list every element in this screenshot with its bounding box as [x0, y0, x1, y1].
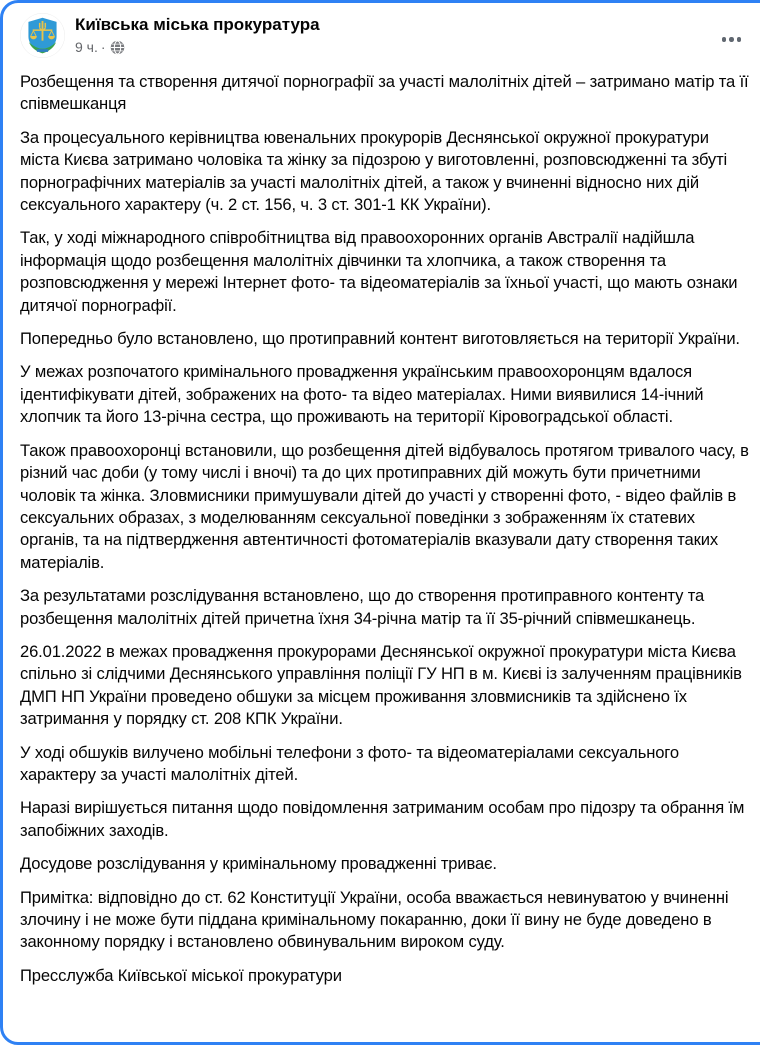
dot-icon [729, 37, 734, 42]
post-paragraph: У ході обшуків вилучено мобільні телефони з фото- та відеоматеріалами сексуального характеру за участі малолітніх дітей. [20, 742, 684, 784]
page-avatar[interactable] [20, 13, 65, 58]
post-body [20, 71, 754, 987]
post-paragraph: Примітка: відповідно до ст. 62 Конституції України, особа вважається невинуватою у вчиненні злочину і не може бути піддана кримінальному покаранню, доки її вину не буде доведено в законному порядку і встановлено обвинувальним вироком суду. [20, 887, 733, 952]
post-paragraph: У межах розпочатого кримінального провадження українським правоохоронцям вдалося ідентифікувати дітей, зображених на фото- та відео матеріалах. Ними виявилися 14-ічний хлопчик та його 13-річна сестра, що проживають на території Кіровоградської області. [20, 362, 708, 427]
post-options-button[interactable] [718, 33, 746, 46]
post-paragraph: За процесуального керівництва ювенальних прокурорів Деснянської окружної прокуратури міста Києва затримано чоловіка та жінку за підозрою у виготовленні, розповсюдженні та збуті порнографічних матеріалів за участі малолітніх дітей, а також у вчиненні відносно них дій сексуального характеру (ч. 2 ст. 156, ч. 3 ст. 301-1 КК України). [20, 127, 732, 215]
timestamp[interactable]: 9 ч. [75, 39, 98, 55]
post-header [20, 13, 751, 58]
dot-icon [737, 37, 742, 42]
post-paragraph: Наразі вирішується питання щодо повідомлення затриманим особам про підозру та обрання їм запобіжних заходів. [20, 798, 749, 840]
post-paragraph: Попередньо було встановлено, що протиправний контент виготовляється на території України. [20, 329, 740, 349]
post-header-meta [75, 13, 320, 55]
post-paragraph: Також правоохоронці встановили, що розбещення дітей відбувалось протягом тривалого часу, в різний час доби (у тому числі і вночі) та до цих протиправних дій можуть бути причетними чоловік та жінка. Зловмисники примушували дітей до участі у створенні фото, - відео файлів в сексуальних образах, з моделюванням сексуальної поведінки з зображенням їх статевих органів, та на підтвердження автентичності фотоматеріалів вказували дату створення таких матеріалів. [20, 440, 754, 572]
post-meta-row [75, 39, 320, 55]
prosecutor-emblem-icon [20, 13, 65, 58]
post-card-inner [3, 3, 754, 987]
globe-icon [110, 40, 125, 55]
post-paragraph: Пресслужба Київської міської прокуратури [20, 965, 342, 985]
meta-separator: · [100, 39, 106, 55]
page-name[interactable]: Київська міська прокуратура [75, 15, 320, 34]
post-paragraph: За результатами розслідування встановлено, що до створення протиправного контенту та розбещення малолітніх дітей причетна їхня 34-річна матір та її 35-річний співмешканець. [20, 586, 709, 628]
post-paragraph: Розбещення та створення дитячої порнографії за участі малолітніх дітей – затримано матір та її співмешканця [20, 72, 753, 114]
post-paragraph: Досудове розслідування у кримінальному провадженні триває. [20, 854, 497, 874]
post-paragraph: 26.01.2022 в межах провадження прокурорами Деснянської окружної прокуратури міста Києва спільно зі слідчими Деснянського управління поліції ГУ НП в м. Києві із залученням працівників ДМП НП України проведено обшуки за місцем проживання зловмисників та здійснено їх затримання у порядку ст. 208 КПК України. [20, 641, 747, 729]
dot-icon [722, 37, 727, 42]
post-paragraph: Так, у ході міжнародного співробітництва від правоохоронних органів Австралії надійшла інформація щодо розбещення малолітніх дівчинки та хлопчика, а також створення та розповсюдження у мережі Інтернет фото- та відеоматеріалів за їхньої участі, що мають ознаки дитячої порнографії. [20, 228, 742, 315]
